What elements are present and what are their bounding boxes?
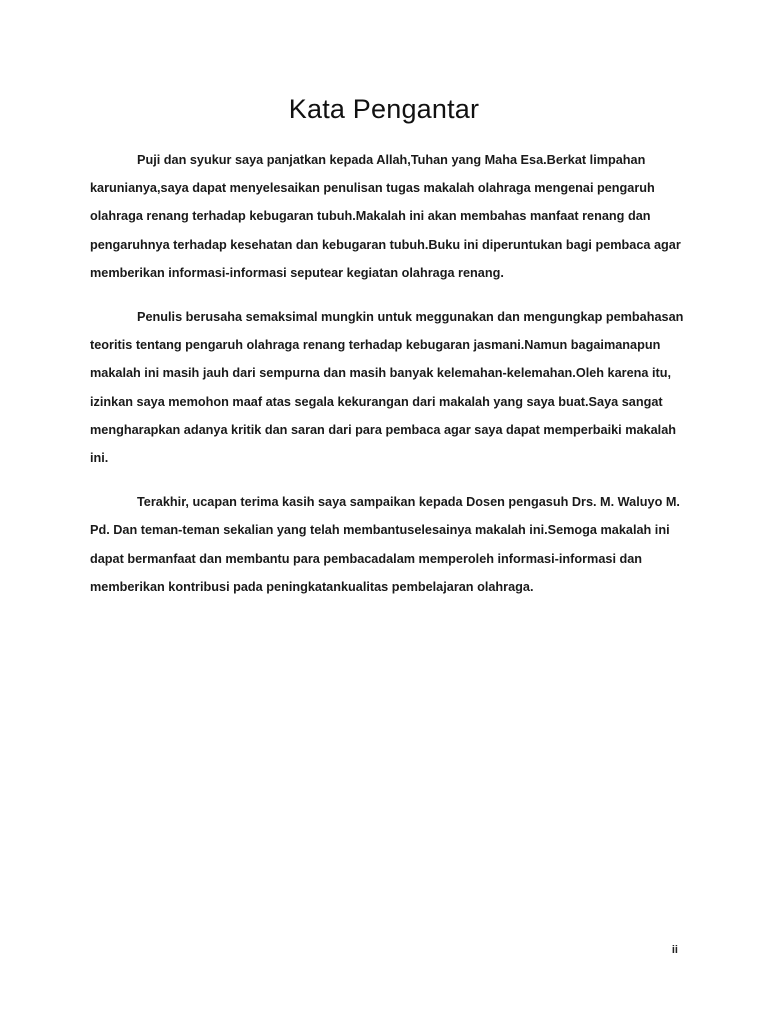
paragraph-2: Penulis berusaha semaksimal mungkin untuk meggunakan dan mengungkap pembahasan teoritis tentang pengaruh olahraga renang terhadap kebugaran jasmani.Namun bagaimanapun makalah ini masih jauh dari sempurna dan masih banyak kelemahan-kelemahan.Oleh karena itu, izinkan saya memohon maaf atas segala kekurangan dari makalah yang saya buat.Saya sangat mengharapkan adanya kritik dan saran dari para pembaca agar saya dapat memperbaiki makalah ini. [90, 310, 684, 466]
paragraph-1: Puji dan syukur saya panjatkan kepada Allah,Tuhan yang Maha Esa.Berkat limpahan karunianya,saya dapat menyelesaikan penulisan tugas makalah olahraga mengenai pengaruh olahraga renang terhadap kebugaran tubuh.Makalah ini akan membahas manfaat renang dan pengaruhnya terhadap kesehatan dan kebugaran tubuh.Buku ini diperuntukan bagi pembaca agar memberikan informasi-informasi seputear kegiatan olahraga renang. [90, 153, 681, 280]
page-number: ii [671, 944, 678, 956]
page-title: Kata Pengantar [288, 94, 480, 124]
document-body [90, 146, 684, 617]
paragraph-3: Terakhir, ucapan terima kasih saya sampaikan kepada Dosen pengasuh Drs. M. Waluyo M. Pd. Dan teman-teman sekalian yang telah membantuselesainya makalah ini.Semoga makalah ini dapat bermanfaat dan membantu para pembacadalam memperoleh informasi-informasi dan memberikan kontribusi pada peningkatankualitas pembelajaran olahraga. [90, 495, 680, 594]
